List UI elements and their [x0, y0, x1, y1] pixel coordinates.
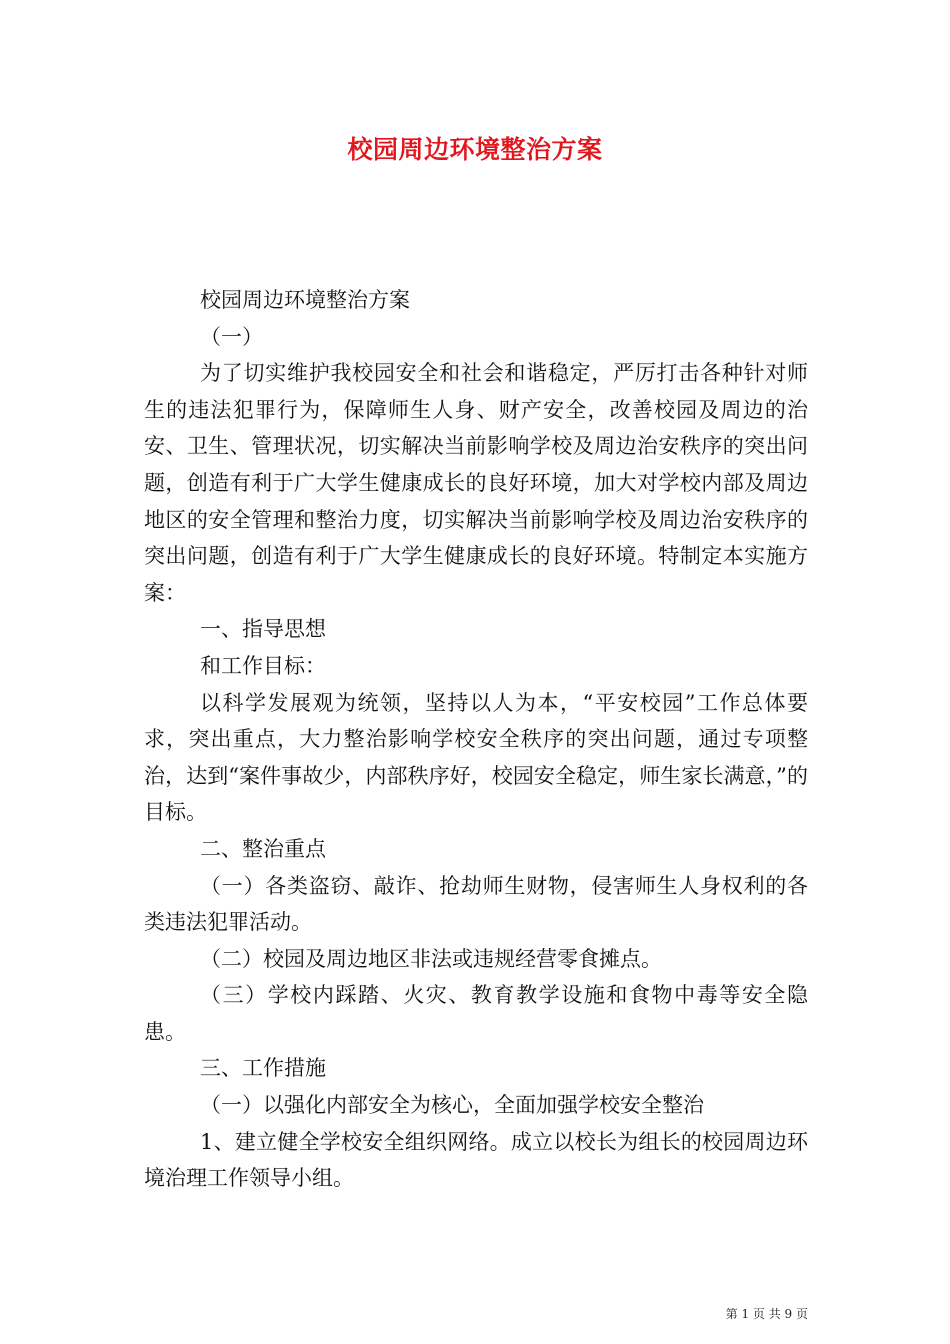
paragraph-measure-1: （一）以强化内部安全为核心，全面加强学校安全整治 [200, 1093, 704, 1118]
paragraph-intro: 为了切实维护我校园安全和社会和谐稳定，严厉打击各种针对师生的违法犯罪行为，保障师生人身、财产安全，改善校园及周边的治安、卫生、管理状况，切实解决当前影响学校及周边治安秩序的突出问题，创造有利于广大学生健康成长的良好环境，加大对学校内部及周边地区的安全管理和整治力度，切实解决当前影响学校及周边治安秩序的突出问题，创造有利于广大学生健康成长的良好环境。特制定本实施方案： [144, 361, 808, 605]
paragraph-key-point-2: （二）校园及周边地区非法或违规经营零食摊点。 [200, 946, 662, 971]
paragraph-guiding-ideology: 一、指导思想 [200, 617, 326, 642]
paragraph-measure-1-item-1: 1、建立健全学校安全组织网络。成立以校长为组长的校园周边环境治理工作领导小组。 [144, 1129, 808, 1191]
paragraph-work-goal-label: 和工作目标： [200, 653, 326, 678]
paragraph-section-marker: （一） [200, 324, 263, 349]
paragraph-measures-heading: 三、工作措施 [200, 1056, 326, 1081]
paragraph-key-point-1: （一）各类盗窃、敲诈、抢劫师生财物，侵害师生人身权利的各类违法犯罪活动。 [144, 873, 808, 935]
document-body [144, 282, 808, 1197]
document-title: 校园周边环境整治方案 [347, 135, 603, 164]
page-number-footer: 第 1 页 共 9 页 [725, 1307, 808, 1321]
paragraph-key-point-3: （三）学校内踩踏、火灾、教育教学设施和食物中毒等安全隐患。 [144, 983, 808, 1044]
paragraph-work-goal: 以科学发展观为统领，坚持以人为本，“平安校园”工作总体要求，突出重点，大力整治影响学校安全秩序的突出问题，通过专项整治，达到“案件事故少，内部秩序好，校园安全稳定，师生家长满意，”的目标。 [144, 690, 808, 825]
paragraph-heading: 校园周边环境整治方案 [200, 288, 410, 312]
paragraph-key-points-heading: 二、整治重点 [200, 836, 326, 861]
